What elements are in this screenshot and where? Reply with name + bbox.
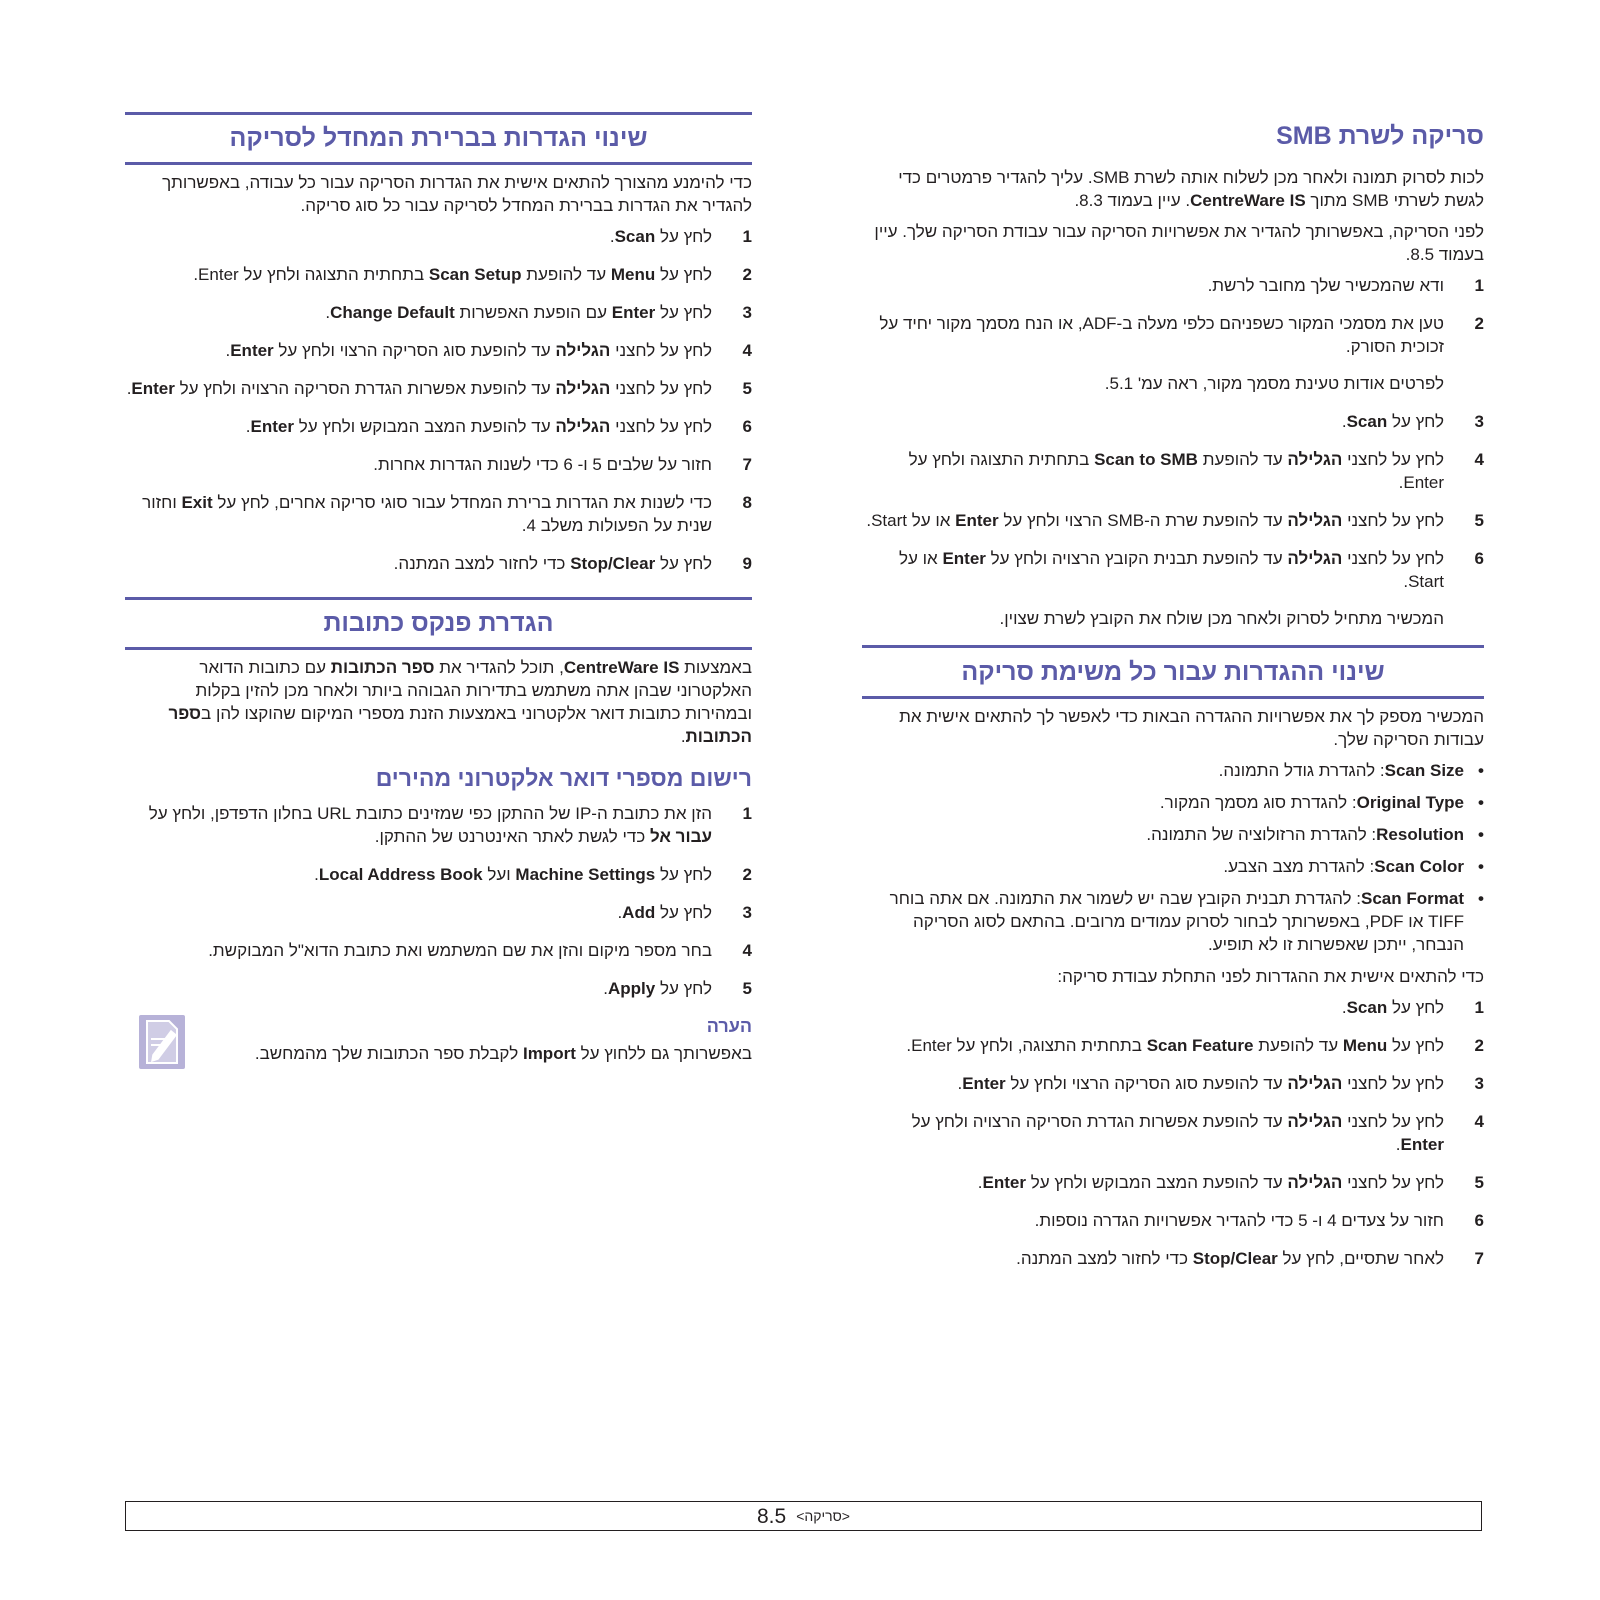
- step-item: 4 לחץ על לחצני הגלילה עד להופעת Scan to SMB בתחתית התצוגה ולחץ על Enter.: [908, 450, 1484, 492]
- step-item: 4 בחר מספר מיקום והזן את שם המשתמש ואת כתובת הדוא"ל המבוקשת.: [208, 941, 752, 960]
- step-item: 5 לחץ על Apply.: [603, 979, 752, 998]
- subsection-title-speed-email: רישום מספרי דואר אלקטרוני מהירים: [375, 765, 752, 791]
- note-text: באפשרותך גם ללחוץ על Import לקבלת ספר הכתובות שלך מהמחשב.: [254, 1044, 752, 1063]
- step-item: 2 לחץ על Menu עד להופעת Scan Feature בתחתית התצוגה, ולחץ על Enter.: [906, 1036, 1484, 1055]
- step-item: 2 טען את מסמכי המקור כשפניהם כלפי מעלה ב-ADF, או הנח מסמך מקור יחיד על זכוכית הסורק. לפרטים אודות טעינת מסמך מקור, ראה עמ' 5.1.: [862, 312, 1484, 395]
- right-column: [862, 112, 1484, 1285]
- step-item: 1 לחץ על Scan.: [1341, 998, 1484, 1017]
- step-item: 6 לחץ על לחצני הגלילה עד להופעת המצב המבוקש ולחץ על Enter.: [245, 417, 752, 436]
- note-pencil-icon: [139, 1015, 185, 1069]
- step-note: לפרטים אודות טעינת מסמך מקור, ראה עמ' 5.1.: [1104, 374, 1444, 393]
- defaults-steps-list: [125, 225, 752, 575]
- page-number: 8.5: [757, 1504, 787, 1528]
- step-item: 1 הזן את כתובת ה-IP של ההתקן כפי שמזינים כתובת URL בחלון הדפדפן, ולחץ על עבור אל כדי לגשת לאתר האינטרנט של ההתקן.: [148, 804, 752, 846]
- section-title-change-job-settings: שינוי ההגדרות עבור כל משימת סריקה: [862, 645, 1484, 699]
- step-item: 2 לחץ על Machine Settings ועל Local Address Book.: [314, 865, 752, 884]
- address-book-paragraph: באמצעות CentreWare IS, תוכל להגדיר את ספר הכתובות עם כתובות הדואר האלקטרוני שבהן אתה משתמש בתדירות הגבוהה ביותר ולאחר מכן להזין בקלות ובמהירות כתובות דואר אלקטרוני באמצעות הזנת מספרי המיקום שהוקצו להן בספר הכתובות.: [168, 658, 752, 746]
- step-item: 6 חזור על צעדים 4 ו- 5 כדי להגדיר אפשרויות הגדרה נוספות.: [1034, 1211, 1484, 1230]
- page-footer: [125, 1501, 1482, 1531]
- change-intro-paragraph: המכשיר מספק לך את אפשרויות ההגדרה הבאות כדי לאפשר לך להתאים אישית את עבודות הסריקה שלך.: [899, 707, 1484, 749]
- step-item: 3 לחץ על Scan.: [1341, 412, 1484, 431]
- step-item: 6 לחץ על לחצני הגלילה עד להופעת תבנית הקובץ הרצויה ולחץ על Enter או על Start. המכשיר מתחיל לסרוק ולאחר מכן שולח את הקובץ לשרת שצוין.: [862, 547, 1484, 630]
- step-item: 7 חזור על שלבים 5 ו- 6 כדי לשנות הגדרות אחרות.: [373, 455, 752, 474]
- change-steps-list: [862, 996, 1484, 1270]
- list-item: • Scan Color: להגדרת מצב הצבע.: [1223, 857, 1484, 876]
- list-item: • Scan Size: להגדרת גודל התמונה.: [1218, 761, 1484, 780]
- left-column: [125, 112, 752, 1069]
- change-pre-steps: כדי להתאים אישית את ההגדרות לפני התחלת עבודת סריקה:: [1057, 967, 1484, 986]
- section-title-scan-to-smb: סריקה לשרת SMB: [1276, 122, 1484, 150]
- list-item: • Resolution: להגדרת הרזולוציה של התמונה.: [1146, 825, 1484, 844]
- step-item: 5 לחץ על לחצני הגלילה עד להופעת שרת ה-SMB הרצוי ולחץ על Enter או על Start.: [866, 511, 1484, 530]
- section-title-address-book: הגדרת פנקס כתובות: [125, 597, 752, 650]
- note-title: הערה: [706, 1016, 752, 1036]
- note-body: [185, 1015, 752, 1065]
- step-item: 3 לחץ על Add.: [617, 903, 752, 922]
- step-item: 1 ודא שהמכשיר שלך מחובר לרשת.: [1207, 276, 1484, 295]
- step-item: 3 לחץ על לחצני הגלילה עד להופעת סוג הסריקה הרצוי ולחץ על Enter.: [957, 1074, 1484, 1093]
- speeddial-steps-list: [125, 802, 752, 1000]
- step-item: 2 לחץ על Menu עד להופעת Scan Setup בתחתית התצוגה ולחץ על Enter.: [193, 265, 752, 284]
- step-item: 5 לחץ על לחצני הגלילה עד להופעת אפשרות הגדרת הסריקה הרצויה ולחץ על Enter.: [126, 379, 752, 398]
- step-item: 3 לחץ על Enter עם הופעת האפשרות Change Default.: [325, 303, 752, 322]
- chapter-label: <סריקה>: [796, 1507, 850, 1524]
- step-item: 7 לאחר שתסיים, לחץ על Stop/Clear כדי לחזור למצב המתנה.: [1016, 1249, 1484, 1268]
- note-box: [125, 1015, 752, 1069]
- list-item: • Scan Format: להגדרת תבנית הקובץ שבה יש לשמור את התמונה. אם אתה בוחר TIFF או PDF, באפשרותך לבחור לסרוק עמודים מרובים. בהתאם לסוג הסריקה הנבחר, ייתכן שאפשרות זו לא תופיע.: [889, 889, 1484, 954]
- step-item: 4 לחץ על לחצני הגלילה עד להופעת אפשרות הגדרת הסריקה הרצויה ולחץ על Enter.: [911, 1112, 1484, 1154]
- step-item: 4 לחץ על לחצני הגלילה עד להופעת סוג הסריקה הרצוי ולחץ על Enter.: [225, 341, 752, 360]
- scan-options-list: [862, 759, 1484, 956]
- step-item: 9 לחץ על Stop/Clear כדי לחזור למצב המתנה.: [393, 554, 752, 573]
- step-result: המכשיר מתחיל לסרוק ולאחר מכן שולח את הקובץ לשרת שצוין.: [999, 609, 1444, 628]
- step-item: 1 לחץ על Scan.: [609, 227, 752, 246]
- defaults-intro-paragraph: כדי להימנע מהצורך להתאים אישית את הגדרות הסריקה עבור כל עבודה, באפשרותך להגדיר את הגדרות בברירת המחדל לסריקה עבור כל סוג סריקה.: [162, 173, 752, 215]
- smb-intro-paragraph: לכות לסרוק תמונה ולאחר מכן לשלוח אותה לשרת SMB. עליך להגדיר פרמטרים כדי לגשת לשרתי SMB מתוך CentreWare IS. עיין בעמוד 8.3.: [898, 168, 1484, 210]
- section-title-default-settings: שינוי הגדרות בברירת המחדל לסריקה: [125, 112, 752, 165]
- smb-options-paragraph: לפני הסריקה, באפשרותך להגדיר את אפשרויות הסריקה עבור עבודת הסריקה שלך. עיין בעמוד 8.5.: [874, 222, 1484, 264]
- step-item: 5 לחץ על לחצני הגלילה עד להופעת המצב המבוקש ולחץ על Enter.: [977, 1173, 1484, 1192]
- step-item: 8 כדי לשנות את הגדרות ברירת המחדל עבור סוגי סריקה אחרים, לחץ על Exit וחזור שנית על הפעולות משלב 4.: [142, 493, 752, 535]
- smb-steps-list: [862, 274, 1484, 630]
- list-item: • Original Type: להגדרת סוג מסמך המקור.: [1159, 793, 1484, 812]
